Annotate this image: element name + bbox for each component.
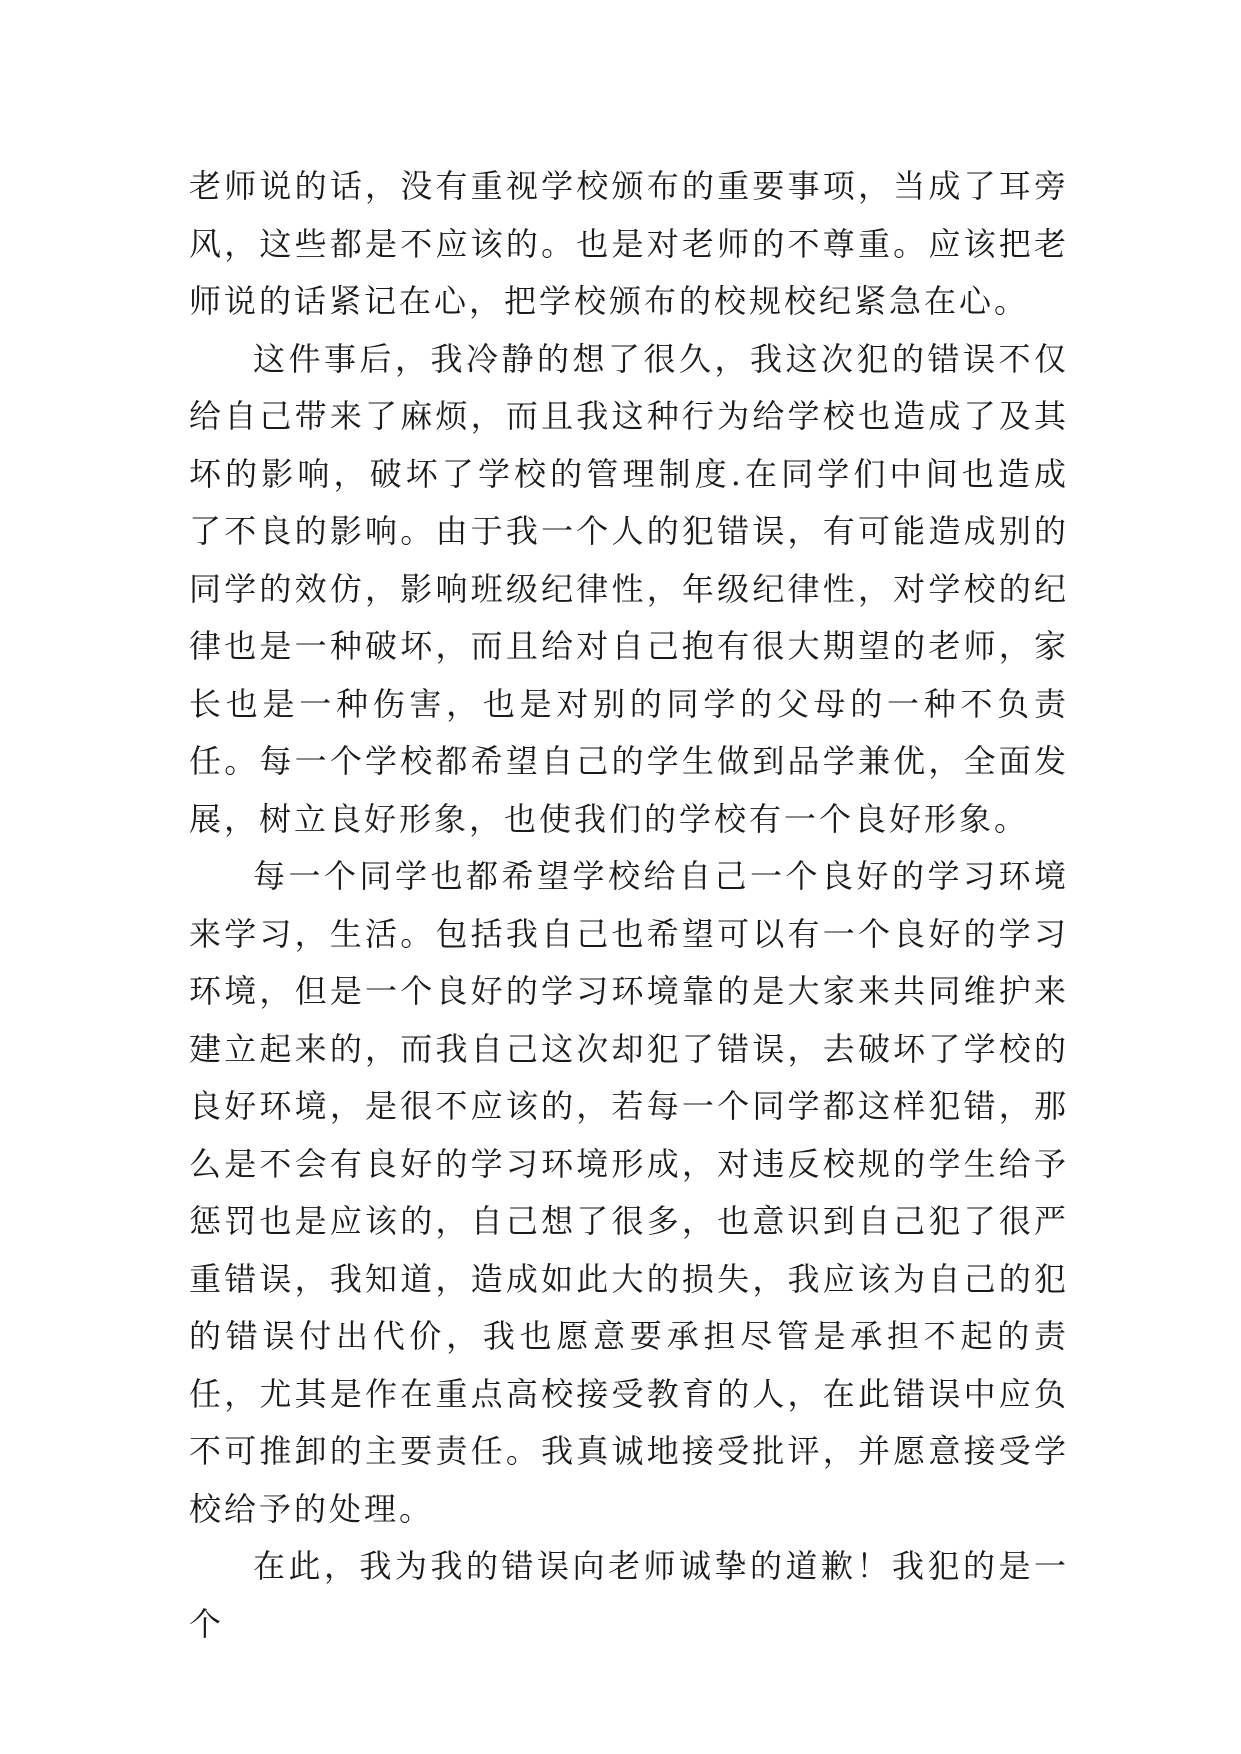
paragraph-continued: 老师说的话，没有重视学校颁布的重要事项，当成了耳旁风，这些都是不应该的。也是对老师的不尊重。应该把老师说的话紧记在心，把学校颁布的校规校纪紧急在心。 [189,167,1069,320]
paragraph-reflection: 这件事后，我冷静的想了很久，我这次犯的错误不仅给自己带来了麻烦，而且我这种行为给学校也造成了及其坏的影响，破坏了学校的管理制度.在同学们中间也造成了不良的影响。由于我一个人的犯错误，有可能造成别的同学的效仿，影响班级纪律性，年级纪律性，对学校的纪律也是一种破坏，而且给对自己抱有很大期望的老师，家长也是一种伤害，也是对别的同学的父母的一种不负责任。每一个学校都希望自己的学生做到品学兼优，全面发展，树立良好形象，也使我们的学校有一个良好形象。 [189,339,1069,838]
paragraph-learning-environment: 每一个同学也都希望学校给自己一个良好的学习环境来学习，生活。包括我自己也希望可以有一个良好的学习环境，但是一个良好的学习环境靠的是大家来共同维护来建立起来的，而我自己这次却犯了错误，去破坏了学校的良好环境，是很不应该的，若每一个同学都这样犯错，那么是不会有良好的学习环境形成，对违反校规的学生给予惩罚也是应该的，自己想了很多，也意识到自己犯了很严重错误，我知道，造成如此大的损失，我应该为自己的犯的错误付出代价，我也愿意要承担尽管是承担不起的责任，尤其是作在重点高校接受教育的人，在此错误中应负不可推卸的主要责任。我真诚地接受批评，并愿意接受学校给予的处理。 [189,857,1069,1528]
document-body [189,158,1069,1653]
paragraph-apology: 在此，我为我的错误向老师诚挚的道歉！我犯的是一个 [189,1547,1069,1643]
